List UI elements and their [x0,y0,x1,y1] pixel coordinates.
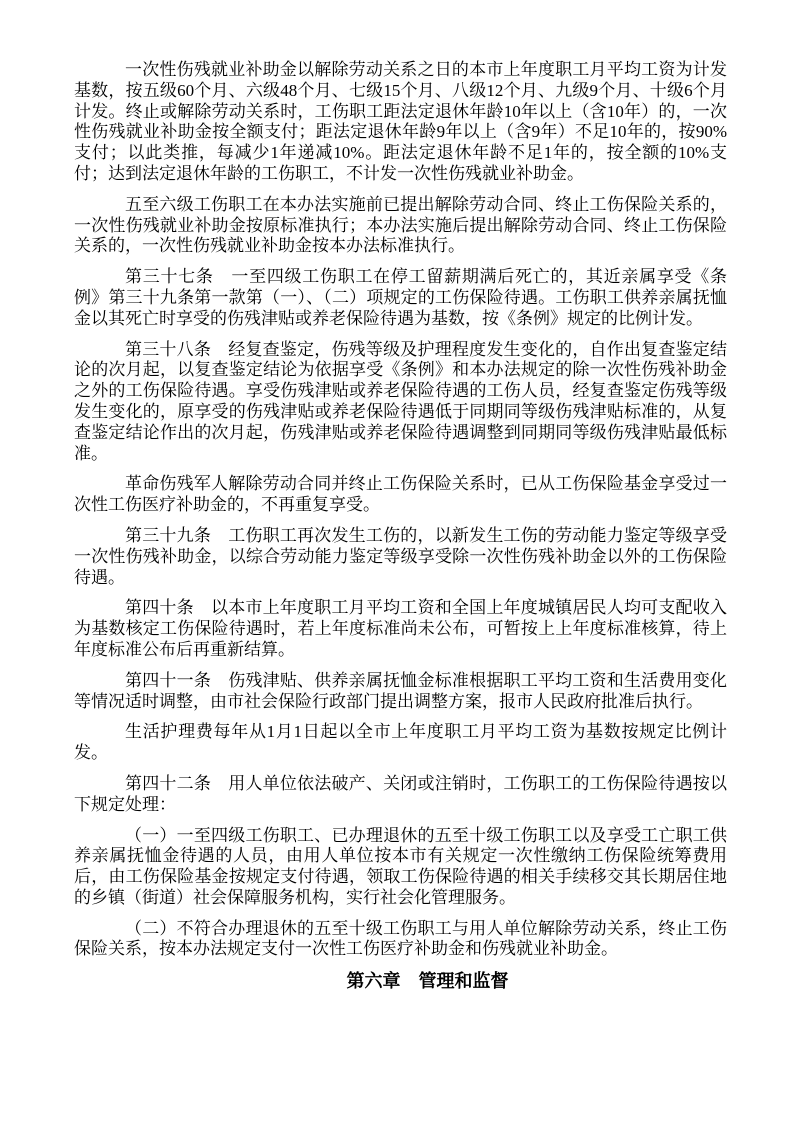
paragraph: 五至六级工伤职工在本办法实施前已提出解除劳动合同、终止工伤保险关系的，一次性伤残就业补助金按原标准执行；本办法实施后提出解除劳动合同、终止工伤保险关系的，一次性伤残就业补助金按本办法标准执行。 [74,194,727,256]
paragraph: 第四十二条 用人单位依法破产、关闭或注销时，工伤职工的工伤保险待遇按以下规定处理： [74,773,727,814]
paragraph: （一）一至四级工伤职工、已办理退休的五至十级工伤职工以及享受工亡职工供养亲属抚恤金待遇的人员，由用人单位按本市有关规定一次性缴纳工伤保险统筹费用后，由工伤保险基金按规定支付待遇，领取工伤保险待遇的相关手续移交其长期居住地的乡镇（街道）社会保障服务机构，实行社会化管理服务。 [74,825,727,907]
paragraph: 革命伤残军人解除劳动合同并终止工伤保险关系时，已从工伤保险基金享受过一次性工伤医疗补助金的，不再重复享受。 [74,474,727,515]
paragraph: 一次性伤残就业补助金以解除劳动关系之日的本市上年度职工月平均工资为计发基数，按五级60个月、六级48个月、七级15个月、八级12个月、九级9个月、十级6个月计发。终止或解除劳动关系时，工伤职工距法定退休年龄10年以上（含10年）的，一次性伤残就业补助金按全额支付；距法定退休年龄9年以上（含9年）不足10年的，按90%支付；以此类推，每减少1年递减10%。距法定退休年龄不足1年的，按全额的10%支付；达到法定退休年龄的工伤职工，不计发一次性伤残就业补助金。 [74,60,727,183]
paragraph: 第四十条 以本市上年度职工月平均工资和全国上年度城镇居民人均可支配收入为基数核定工伤保险待遇时，若上年度标准尚未公布，可暂按上上年度标准核算，待上年度标准公布后再重新结算。 [74,598,727,659]
paragraph: 第三十七条 一至四级工伤职工在停工留薪期满后死亡的，其近亲属享受《条例》第三十九条第一款第（一）、（二）项规定的工伤保险待遇。工伤职工供养亲属抚恤金以其死亡时享受的伤残津贴或养老保险待遇为基数，按《条例》规定的比例计发。 [74,267,727,328]
document-content [74,60,727,1002]
paragraph: 第三十九条 工伤职工再次发生工伤的，以新发生工伤的劳动能力鉴定等级享受一次性伤残补助金，以综合劳动能力鉴定等级享受除一次性伤残补助金以外的工伤保险待遇。 [74,525,727,587]
chapter-heading: 第六章 管理和监督 [346,971,509,992]
paragraph: 第三十八条 经复查鉴定，伤残等级及护理程度发生变化的，自作出复查鉴定结论的次月起，以复查鉴定结论为依据享受《条例》和本办法规定的除一次性伤残补助金之外的工伤保险待遇。享受伤残津贴或养老保险待遇的工伤人员，经复查鉴定伤残等级发生变化的，原享受的伤残津贴或养老保险待遇低于同期同等级伤残津贴标准的，从复查鉴定结论作出的次月起，伤残津贴或养老保险待遇调整到同期同等级伤残津贴最低标准。 [74,339,727,463]
paragraph: 生活护理费每年从1月1日起以全市上年度职工月平均工资为基数按规定比例计发。 [74,722,727,763]
paragraph: （二）不符合办理退休的五至十级工伤职工与用人单位解除劳动关系，终止工伤保险关系，按本办法规定支付一次性工伤医疗补助金和伤残就业补助金。 [74,918,727,959]
paragraph: 第四十一条 伤残津贴、供养亲属抚恤金标准根据职工平均工资和生活费用变化等情况适时调整，由市社会保险行政部门提出调整方案，报市人民政府批准后执行。 [74,670,727,711]
